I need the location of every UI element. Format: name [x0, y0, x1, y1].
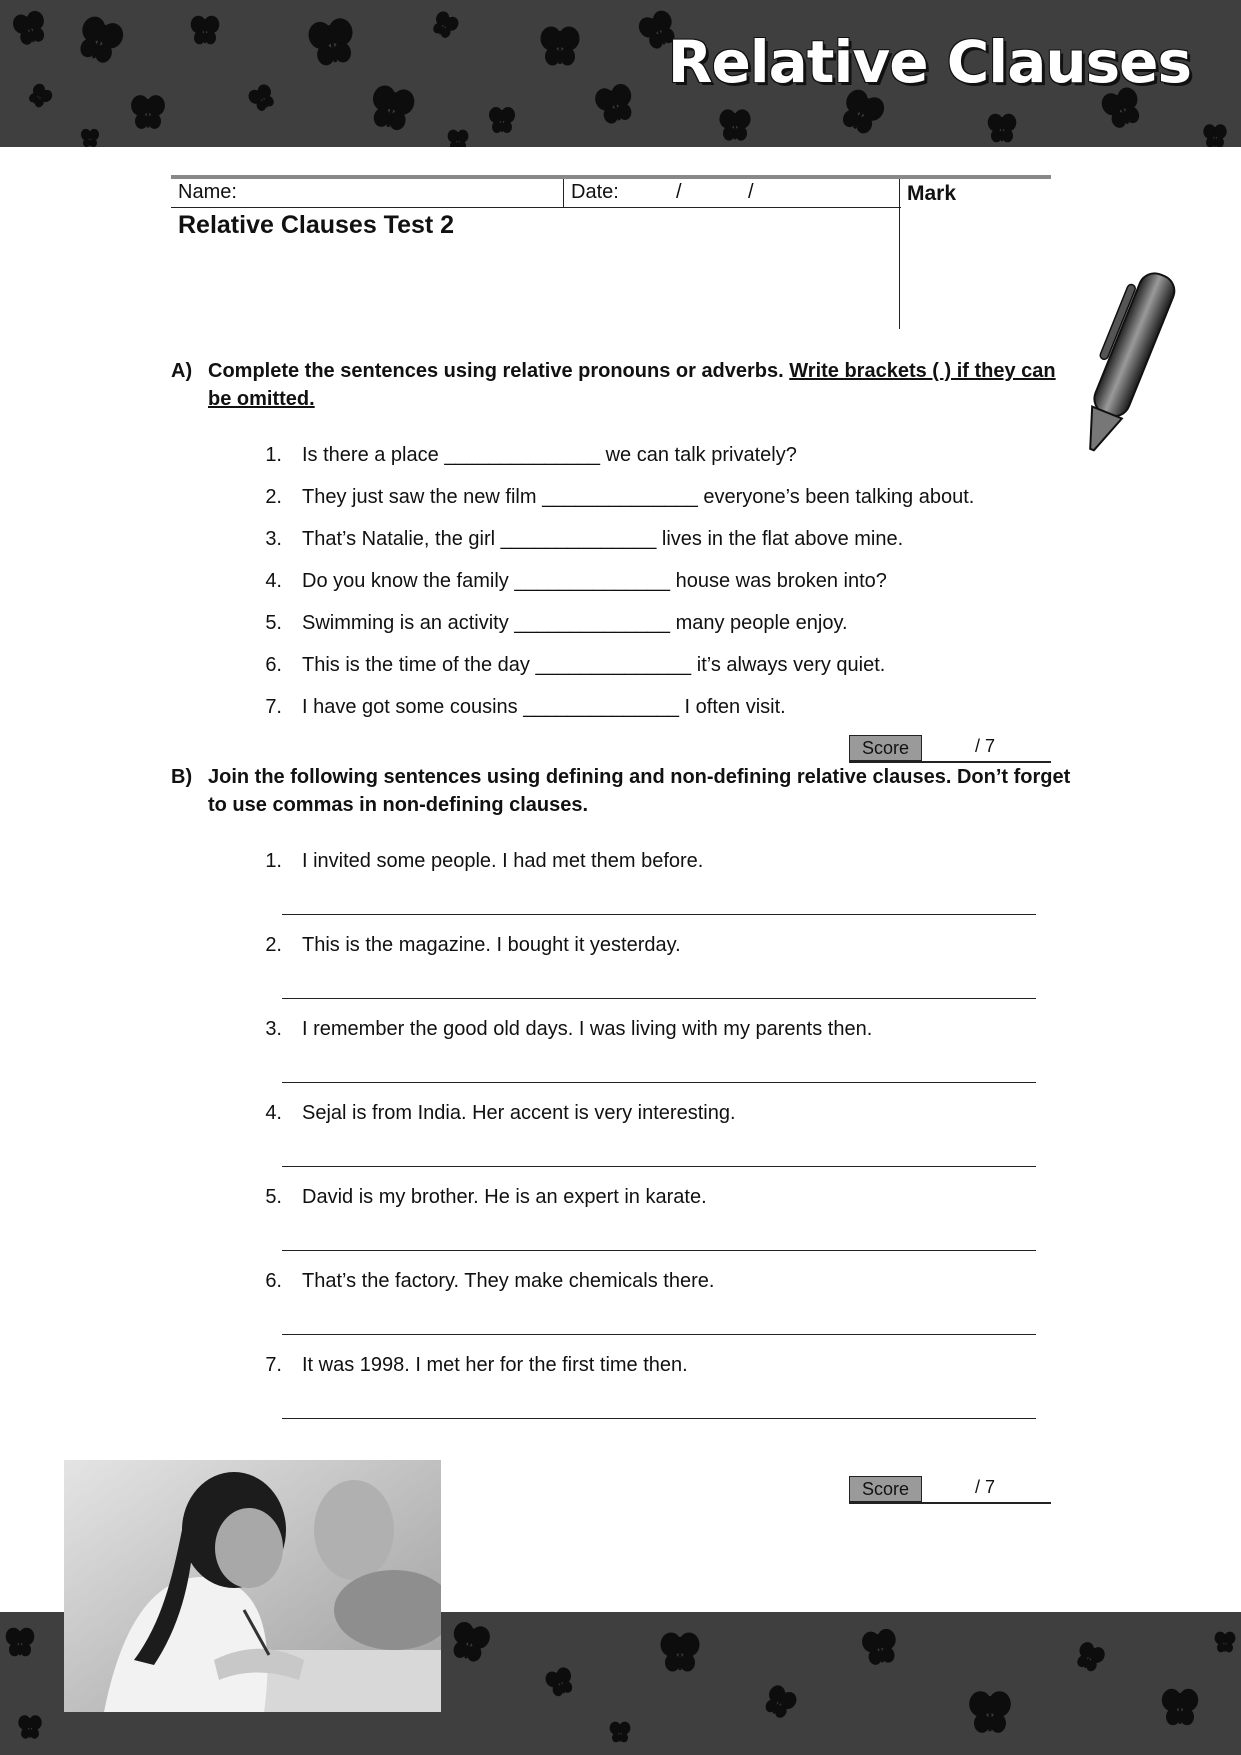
date-separator: / [748, 181, 754, 203]
answer-line[interactable] [282, 1250, 1036, 1251]
header-top-rule [171, 175, 1051, 179]
section-b-instruction: Join the following sentences using defining and non-defining relative clauses. Don’t forget to use commas in non-defining clauses. [208, 766, 1071, 816]
section-b-score [849, 1476, 1051, 1504]
list-item: 1. Is there a place ______________ we can talk privately? [265, 444, 797, 466]
list-item: 6. That’s the factory. They make chemicals there. [265, 1270, 715, 1292]
section-a-score [849, 735, 1051, 763]
list-item: 7. I have got some cousins ______________ I often visit. [265, 696, 786, 718]
list-item: 4. Do you know the family ______________ house was broken into? [265, 570, 887, 592]
answer-line[interactable] [282, 1166, 1036, 1167]
score-underline [849, 1502, 1051, 1504]
list-item: 5. David is my brother. He is an expert in karate. [265, 1186, 707, 1208]
student-photo [64, 1460, 441, 1712]
answer-blank[interactable]: ______________ [542, 486, 698, 508]
header-divider [563, 179, 564, 208]
answer-blank[interactable]: ______________ [514, 570, 671, 592]
section-a-heading [171, 357, 1071, 417]
answer-line[interactable] [282, 1334, 1036, 1335]
top-banner [0, 0, 1241, 147]
answer-blank[interactable]: ______________ [514, 612, 671, 634]
list-item: 4. Sejal is from India. Her accent is very interesting. [265, 1102, 736, 1124]
answer-blank[interactable]: ______________ [535, 654, 692, 676]
section-b-letter: B) [171, 766, 193, 788]
test-title: Relative Clauses Test 2 [178, 211, 455, 239]
header-table [171, 175, 1051, 330]
answer-line[interactable] [282, 1418, 1036, 1419]
score-total: / 7 [975, 1477, 996, 1497]
answer-blank[interactable]: ______________ [523, 696, 679, 718]
answer-line[interactable] [282, 1082, 1036, 1083]
section-a-instruction: Complete the sentences using relative pronouns or adverbs. Write brackets ( ) if they can be omitted. [208, 360, 1056, 410]
list-item: 3. That’s Natalie, the girl ______________ lives in the flat above mine. [265, 528, 904, 550]
answer-blank[interactable]: ______________ [500, 528, 657, 550]
list-item: 7. It was 1998. I met her for the first time then. [265, 1354, 688, 1376]
answer-line[interactable] [282, 914, 1036, 915]
list-item: 2. This is the magazine. I bought it yesterday. [265, 934, 681, 956]
section-a-letter: A) [171, 360, 193, 382]
date-label: Date: [571, 181, 619, 203]
list-item: 1. I invited some people. I had met them before. [265, 850, 704, 872]
score-label: Score [849, 735, 922, 761]
mark-divider [899, 179, 900, 329]
date-separator: / [676, 181, 682, 203]
section-a-instruction-underlined: Write brackets ( ) if they can be omitted. [208, 360, 1056, 410]
pen-icon [1065, 268, 1185, 468]
list-item: 6. This is the time of the day ______________ it’s always very quiet. [265, 654, 886, 676]
score-total: / 7 [975, 736, 996, 756]
answer-blank[interactable]: ______________ [444, 444, 601, 466]
header-row-rule [171, 207, 901, 208]
name-label: Name: [178, 181, 237, 203]
section-b-heading [171, 763, 1071, 823]
list-item: 5. Swimming is an activity ______________ many people enjoy. [265, 612, 848, 634]
answer-line[interactable] [282, 998, 1036, 999]
mark-label: Mark [907, 182, 957, 205]
list-item: 3. I remember the good old days. I was living with my parents then. [265, 1018, 873, 1040]
list-item: 2. They just saw the new film ______________ everyone’s been talking about. [265, 486, 975, 508]
score-label: Score [849, 1476, 922, 1502]
banner-title: Relative Clauses [667, 28, 1191, 96]
